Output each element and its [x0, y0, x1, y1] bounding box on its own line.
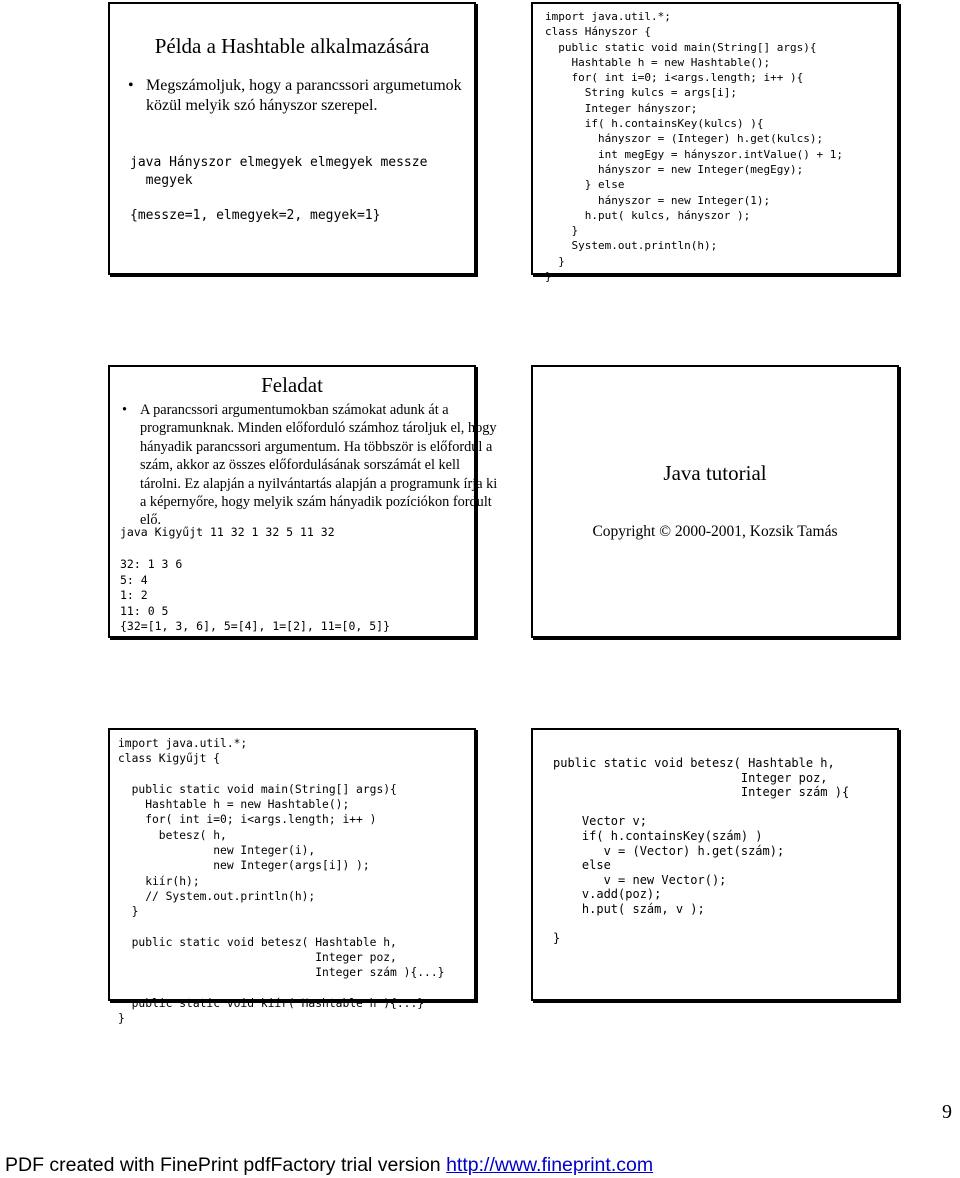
- slide-hashtable-example: [108, 2, 476, 275]
- slide-java-tutorial: [531, 365, 899, 638]
- copyright-text: Copyright © 2000-2001, Kozsik Tamás: [592, 523, 838, 540]
- slide-hanyszor-code: [531, 2, 899, 284]
- slide-kigyujt-code: [108, 728, 476, 1026]
- code-block: public static void betesz( Hashtable h, Integer poz, Integer szám ){ Vector v; if( h.containsKey(szám) ) v = (Vector) h.get(szám); else v = new Vector(); v.add(poz); h.put( szám, v ); }: [553, 756, 850, 946]
- command-line: java Kigyűjt 11 32 1 32 5 11 32: [120, 525, 335, 539]
- footer-link[interactable]: http://www.fineprint.com: [446, 1154, 654, 1176]
- bullet-text: • A parancssori argumentumokban számokat adunk át a programunknak. Minden előforduló számhoz tároljuk el, hogy hányadik parancssori argumentum. Ha többször is előfordul a szám, akkor az összes előfordulásának sorszámát el kell tárolni. Ez alapján a nyilvántartás alapján a programunk írja ki a képernyőre, hogy melyik szám hányadik pozíciókon fordult elő.: [118, 401, 500, 530]
- pdf-footer: [5, 1154, 653, 1177]
- code-block: import java.util.*; class Kigyűjt { public static void main(String[] args){ Hashtable h = new Hashtable(); for( int i=0; i<args.length; i++ ) betesz( h, new Integer(i), new Integer(args[i]) ); kiír(h); // System.out.println(h); } public static void betesz( Hashtable h, Integer poz, Integer szám ){...} public static void kiír( Hashtable h ){...} }: [118, 737, 445, 1026]
- command-line: java Hányszor elmegyek elmegyek messze megyek: [130, 155, 428, 188]
- footer-text: PDF created with FinePrint pdfFactory trial version: [5, 1154, 447, 1176]
- bullet-text: • Megszámoljuk, hogy a parancssori argumetumok közül melyik szó hányszor szerepel.: [124, 76, 466, 116]
- page-number: 9: [942, 1101, 952, 1123]
- code-block: import java.util.*; class Hányszor { public static void main(String[] args){ Hashtable h = new Hashtable(); for( int i=0; i<args.length; i++ ){ String kulcs = args[i]; Integer hányszor; if( h.containsKey(kulcs) ){ hányszor = (Integer) h.get(kulcs); int megEgy = hányszor.intValue() + 1; hányszor = new Integer(megEgy); } else hányszor = new Integer(1); h.put( kulcs, hányszor ); } System.out.println(h); } }: [545, 10, 844, 284]
- slide-feladat: [108, 365, 498, 638]
- slide-title: Példa a Hashtable alkalmazására: [154, 34, 430, 58]
- program-output: 32: 1 3 6 5: 4 1: 2 11: 0 5 {32=[1, 3, 6], 5=[4], 1=[2], 11=[0, 5]}: [120, 557, 391, 634]
- slide-betesz-code: [531, 728, 899, 1001]
- slide-title: Java tutorial: [663, 461, 767, 485]
- slide-title: Feladat: [261, 373, 323, 397]
- program-output: {messze=1, elmegyek=2, megyek=1}: [130, 208, 381, 223]
